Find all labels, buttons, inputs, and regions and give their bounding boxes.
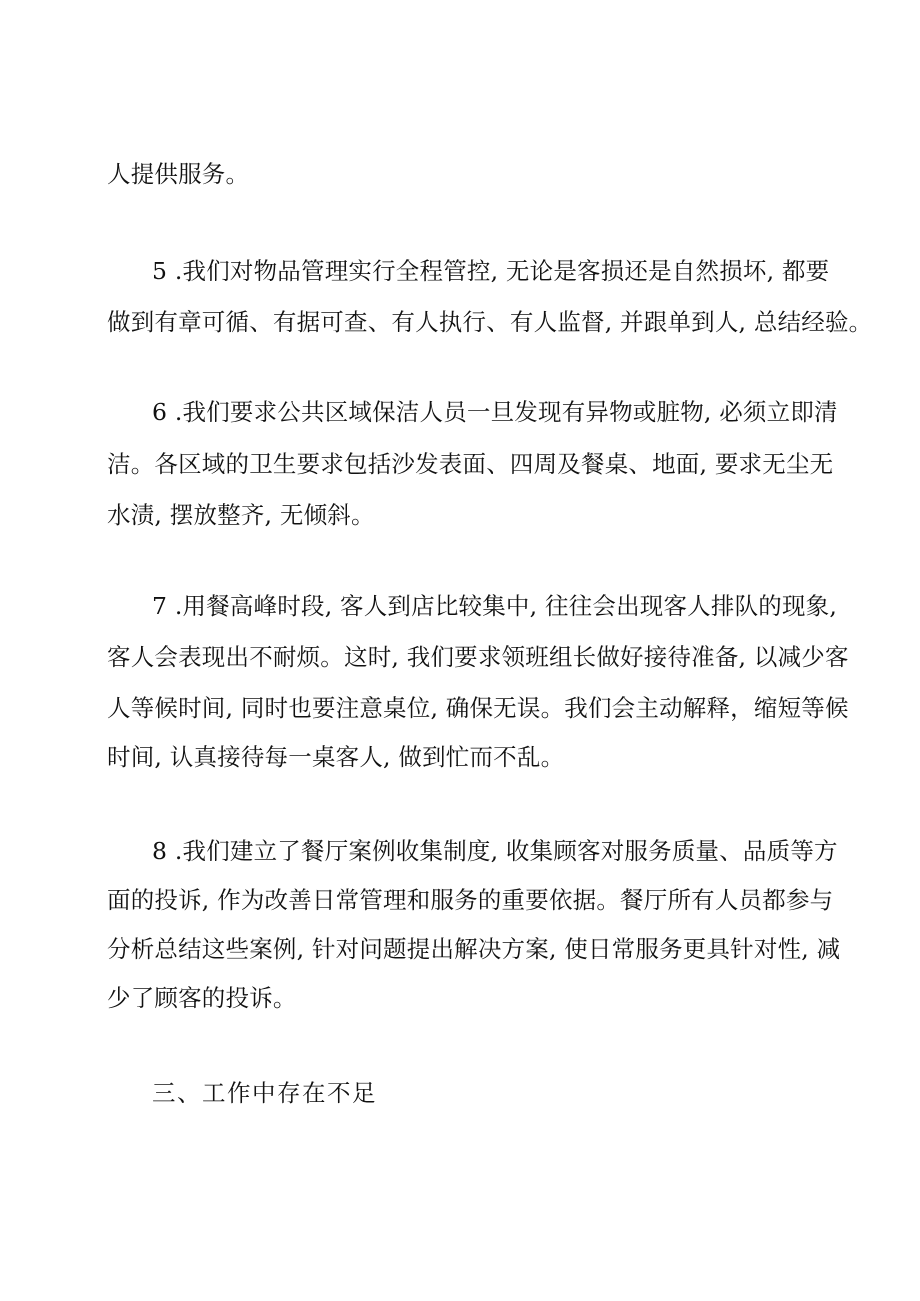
paragraph-line: 水渍, 摆放整齐, 无倾斜。 bbox=[107, 501, 375, 529]
paragraph-line: 5 .我们对物品管理实行全程管控, 无论是客损还是自然损坏, 都要 bbox=[152, 257, 830, 285]
section-heading: 三、工作中存在不足 bbox=[152, 1079, 377, 1107]
paragraph-line: 人提供服务。 bbox=[107, 160, 250, 188]
paragraph-line: 分析总结这些案例, 针对问题提出解决方案, 使日常服务更具针对性, 减 bbox=[107, 935, 841, 963]
paragraph-line: 做到有章可循、有据可查、有人执行、有人监督, 并跟单到人, 总结经验。 bbox=[107, 308, 873, 336]
paragraph-line: 8 .我们建立了餐厅案例收集制度, 收集顾客对服务质量、品质等方 bbox=[152, 837, 838, 865]
paragraph-line: 时间, 认真接待每一桌客人, 做到忙而不乱。 bbox=[107, 743, 565, 771]
paragraph-line: 面的投诉, 作为改善日常管理和服务的重要依据。餐厅所有人员都参与 bbox=[107, 886, 834, 914]
paragraph-line: 6 .我们要求公共区域保洁人员一旦发现有异物或脏物, 必须立即清 bbox=[152, 398, 838, 426]
paragraph-line: 7 .用餐高峰时段, 客人到店比较集中, 往往会出现客人排队的现象, bbox=[152, 592, 838, 620]
paragraph-line: 少了顾客的投诉。 bbox=[107, 984, 297, 1012]
paragraph-line: 洁。各区域的卫生要求包括沙发表面、四周及餐桌、地面, 要求无尘无 bbox=[107, 450, 834, 478]
paragraph-line: 客人会表现出不耐烦。这时, 我们要求领班组长做好接待准备, 以减少客 bbox=[107, 643, 849, 671]
paragraph-line: 人等候时间, 同时也要注意桌位, 确保无误。我们会主动解释，缩短等候 bbox=[107, 694, 849, 722]
